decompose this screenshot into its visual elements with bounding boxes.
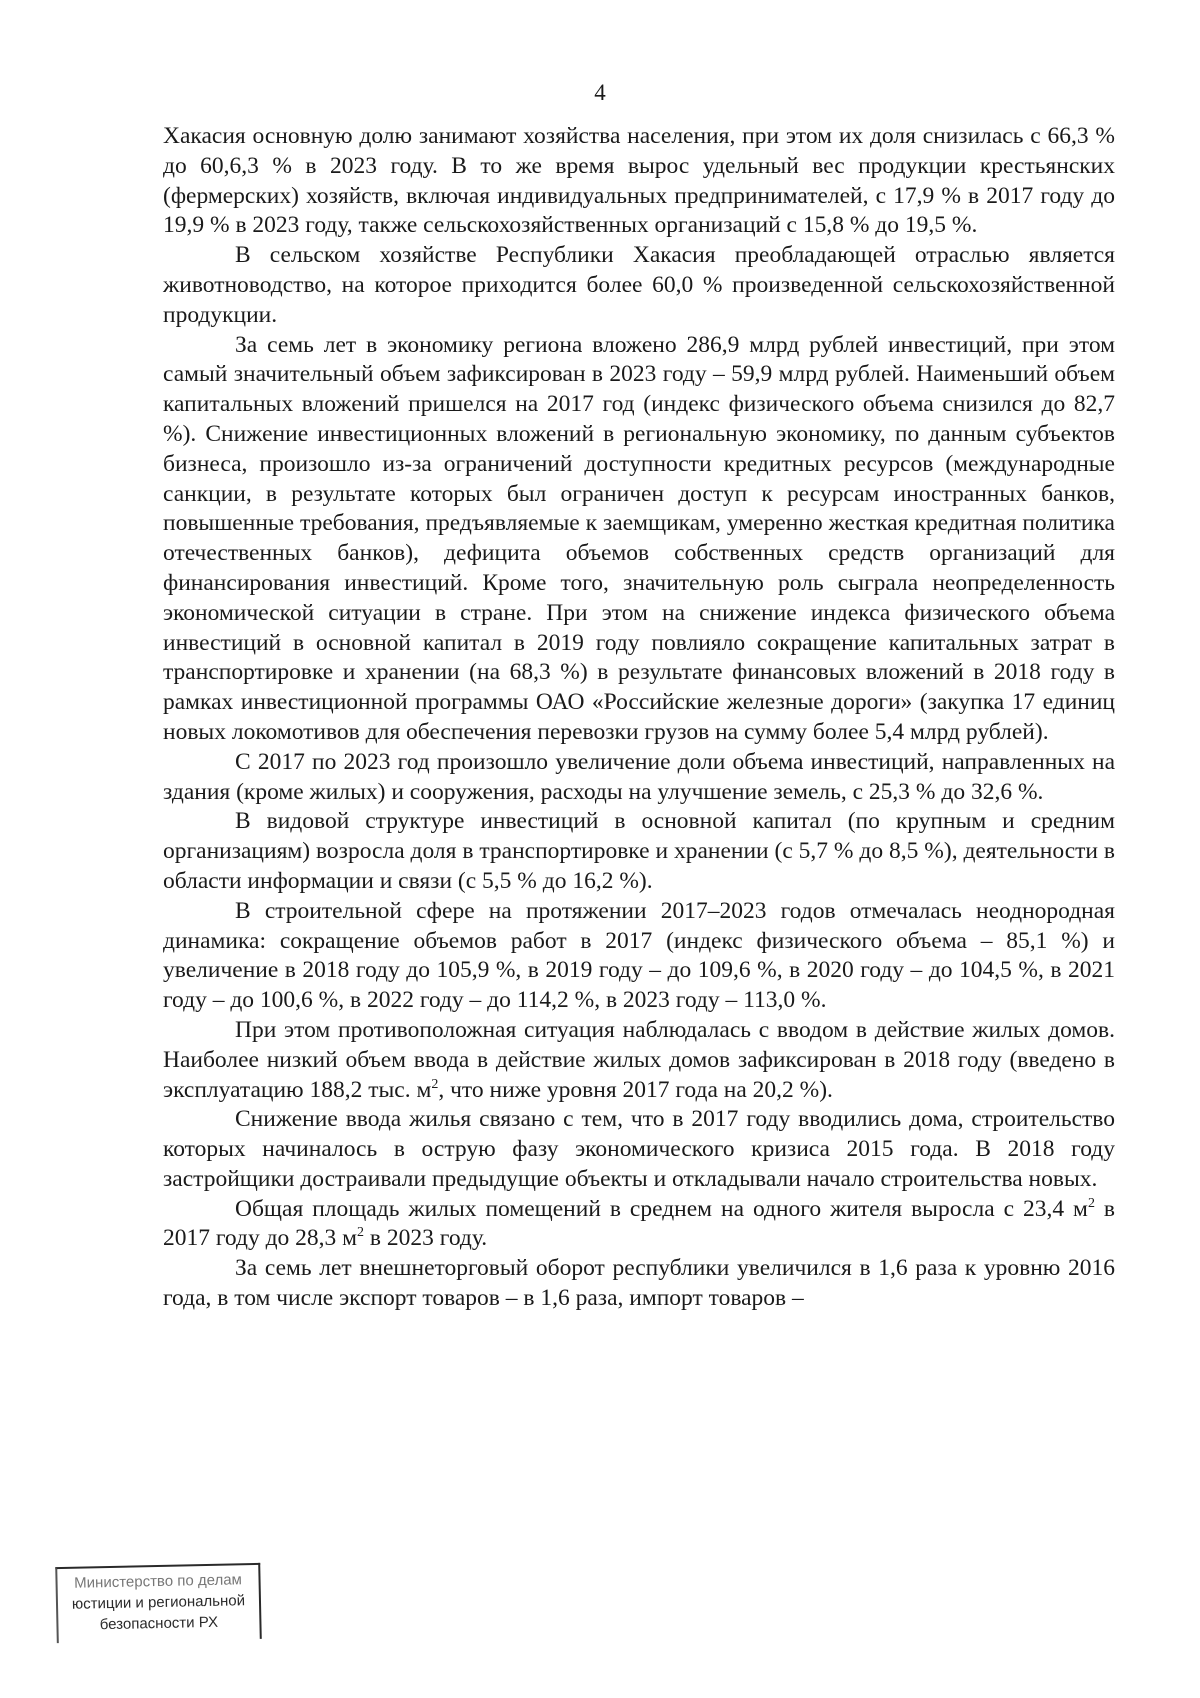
- paragraph-2: В сельском хозяйстве Республики Хакасия преобладающей отраслью является животноводство, на которое приходится более 60,0 % произведенной сельскохозяйственной продукции.: [163, 242, 1115, 328]
- paragraph-4: С 2017 по 2023 год произошло увеличение доли объема инвестиций, направленных на здания (кроме жилых) и сооружения, расходы на улучшение земель, с 25,3 % до 32,6 %.: [163, 748, 1115, 805]
- paragraph-7-text-a: При этом противоположная ситуация наблюдалась с вводом в действие жилых домов. Наиболее низкий объем ввода в действие жилых домов зафиксирован в 2018 году (введено в эксплуатацию 188,2 тыс. м: [163, 1016, 1115, 1103]
- ministry-stamp: [55, 1563, 262, 1643]
- stamp-line-2: юстиции и региональной: [71, 1592, 246, 1613]
- paragraph-7-text-b: , что ниже уровня 2017 года на 20,2 %).: [438, 1076, 833, 1103]
- paragraph-1: Хакасия основную долю занимают хозяйства населения, при этом их доля снизилась с 66,3 % до 60,6,3 % в 2023 году. В то же время вырос удельный вес продукции крестьянских (фермерских) хозяйств, включая индивидуальных предпринимателей, с 17,9 % в 2017 году до 19,9 % в 2023 году, также сельскохозяйственных организаций с 15,8 % до 19,5 %.: [163, 123, 1115, 239]
- paragraph-9-text-b: в 2017 году до 28,3 м: [163, 1195, 1115, 1252]
- paragraph-9-text-c: в 2023 году.: [364, 1225, 488, 1252]
- page-number: 4: [594, 80, 606, 105]
- paragraph-7: [163, 1016, 1115, 1105]
- superscript-2: 2: [1087, 1195, 1095, 1211]
- paragraph-6: В строительной сфере на протяжении 2017–2023 годов отмечалась неоднородная динамика: сокращение объемов работ в 2017 (индекс физического объема – 85,1 %) и увеличение в 2018 году до 105,9 %, в 2019 году – до 109,6 %, в 2020 году – до 104,5 %, в 2021 году – до 100,6 %, в 2022 году – до 114,2 %, в 2023 году – 113,0 %.: [163, 897, 1115, 1014]
- paragraph-9-text-a: Общая площадь жилых помещений в среднем на одного жителя выросла с 23,4 м: [235, 1195, 1088, 1222]
- stamp-line-1: Министерство по делам: [74, 1571, 243, 1592]
- superscript-2: 2: [357, 1225, 365, 1241]
- paragraph-5: В видовой структуре инвестиций в основной капитал (по крупным и средним организациям) возросла доля в транспортировке и хранении (с 5,7 % до 8,5 %), деятельности в области информации и связи (с 5,5 % до 16,2 %).: [163, 808, 1115, 894]
- paragraph-3: За семь лет в экономику региона вложено 286,9 млрд рублей инвестиций, при этом самый значительный объем зафиксирован в 2023 году – 59,9 млрд рублей. Наименьший объем капитальных вложений пришелся на 2017 год (индекс физического объема снизился до 82,7 %). Снижение инвестиционных вложений в региональную экономику, по данным субъектов бизнеса, произошло из-за ограничений доступности кредитных ресурсов (международные санкции, в результате которых был ограничен доступ к ресурсам иностранных банков, повышенные требования, предъявляемые к заемщикам, умеренно жесткая кредитная политика отечественных банков), дефицита объемов собственных средств организаций для финансирования инвестиций. Кроме того, значительную роль сыграла неопределенность экономической ситуации в стране. При этом на снижение индекса физического объема инвестиций в основной капитал в 2019 году повлияло сокращение капитальных затрат в транспортировке и хранении (на 68,3 %) в результате финансовых вложений в 2018 году в рамках инвестиционной программы ОАО «Российские железные дороги» (закупка 17 единиц новых локомотивов для обеспечения перевозки грузов на сумму более 5,4 млрд рублей).: [163, 331, 1115, 745]
- paragraph-9: [163, 1195, 1115, 1255]
- superscript-2: 2: [431, 1076, 439, 1092]
- document-body: [163, 122, 1115, 1314]
- paragraph-10: За семь лет внешнеторговый оборот республики увеличился в 1,6 раза к уровню 2016 года, в том числе экспорт товаров – в 1,6 раза, импорт товаров –: [163, 1255, 1115, 1312]
- paragraph-8: Снижение ввода жилья связано с тем, что в 2017 году вводились дома, строительство которых начиналось в острую фазу экономического кризиса 2015 года. В 2018 году застройщики достраивали предыдущие объекты и откладывали начало строительства новых.: [163, 1106, 1115, 1192]
- stamp-line-3: безопасности РХ: [99, 1613, 219, 1634]
